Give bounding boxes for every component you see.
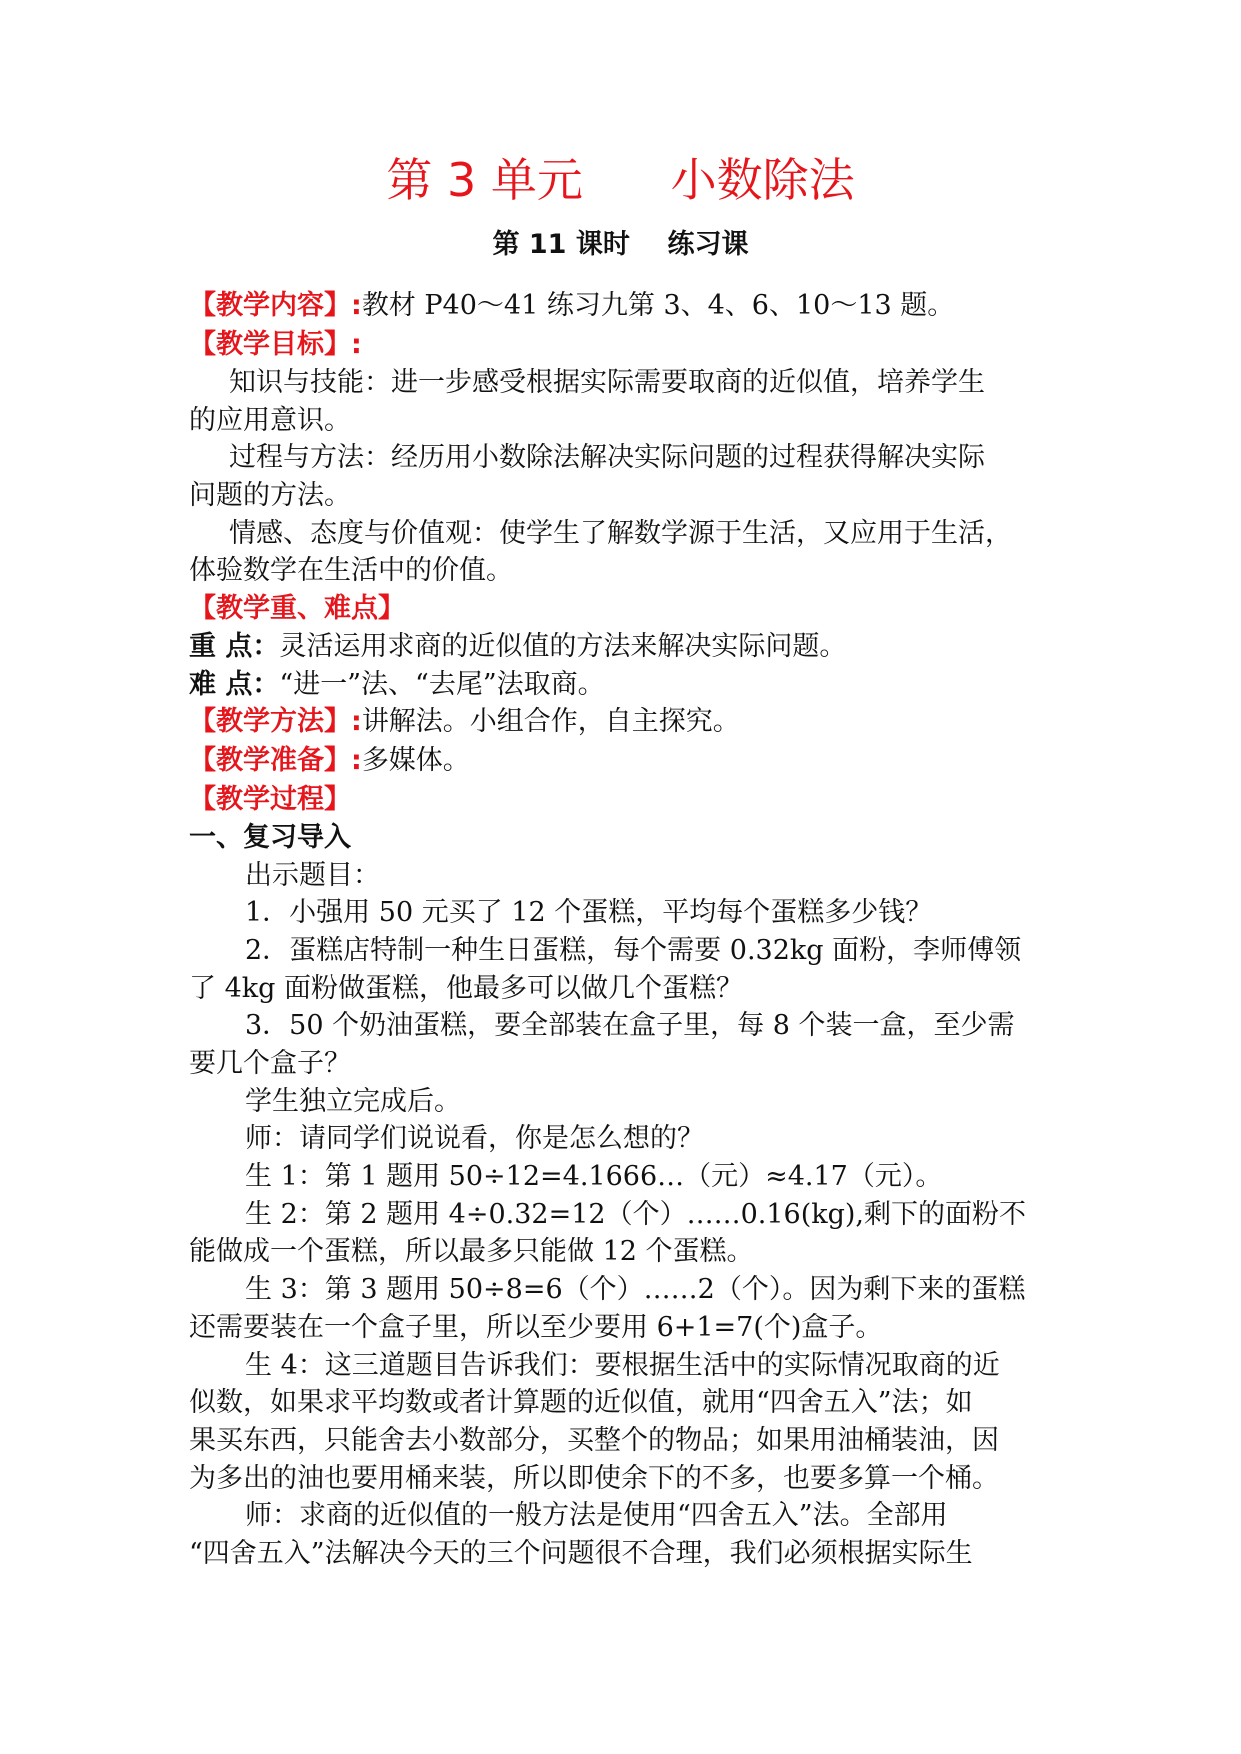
goals-line: 的应用意识。 — [189, 404, 351, 436]
process-line: 生 3：第 3 题用 50÷8=6（个）……2（个）。因为剩下来的蛋糕 — [245, 1274, 1026, 1306]
key-point-row — [189, 628, 1059, 666]
process-line: 要几个盒子？ — [189, 1048, 351, 1079]
process-line: 生 1：第 1 题用 50÷12=4.1666…（元）≈4.17（元）。 — [245, 1161, 943, 1193]
difficult-point-label: 难 点： — [189, 668, 280, 700]
process-line: 生 2：第 2 题用 4÷0.32=12（个）……0.16(kg),剩下的面粉不 — [245, 1198, 1026, 1230]
process-heading-row — [189, 780, 1059, 819]
process-line: 能做成一个蛋糕，所以最多只能做 12 个蛋糕。 — [189, 1236, 754, 1268]
goals-label: 【教学目标】: — [189, 329, 362, 360]
process-line: 生 4：这三道题目告诉我们：要根据生活中的实际情况取商的近 — [245, 1349, 1000, 1381]
content-row — [189, 286, 1059, 325]
process-line: 似数，如果求平均数或者计算题的近似值，就用“四舍五入”法；如 — [189, 1387, 973, 1419]
process-line: 3．50 个奶油蛋糕，要全部装在盒子里，每 8 个装一盒，至少需 — [245, 1010, 1015, 1042]
part1-title: 一、复习导入 — [189, 821, 351, 853]
process-line: 出示题目： — [245, 859, 380, 891]
page-title: 第 3 单元 小数除法 — [386, 153, 855, 207]
difficult-point-row — [189, 666, 1059, 704]
goals-line: 情感、态度与价值观：使学生了解数学源于生活，又应用于生活， — [229, 517, 1012, 549]
key-point-text: 灵活运用求商的近似值的方法来解决实际问题。 — [279, 630, 847, 662]
process-line: 还需要装在一个盒子里，所以至少要用 6+1=7(个)盒子。 — [189, 1311, 883, 1343]
part1-title-row — [189, 819, 1059, 857]
goals-heading-row — [189, 325, 1059, 364]
process-label: 【教学过程】 — [189, 783, 351, 815]
content-label: 【教学内容】: — [189, 290, 362, 321]
lesson-subtitle: 第 11 课时 练习课 — [492, 229, 749, 260]
goals-line: 知识与技能：进一步感受根据实际需要取商的近似值，培养学生 — [229, 367, 985, 398]
prep-row — [189, 741, 1059, 780]
document-body — [189, 286, 1059, 1573]
process-line: 2．蛋糕店特制一种生日蛋糕，每个需要 0.32kg 面粉，李师傅领 — [245, 934, 1022, 966]
content-text: 教材 P40～41 练习九第 3、4、6、10～13 题。 — [361, 290, 955, 321]
prep-label: 【教学准备】: — [189, 744, 362, 776]
key-point-label: 重 点： — [189, 630, 280, 662]
goals-line: 过程与方法：经历用小数除法解决实际问题的过程获得解决实际 — [229, 442, 985, 474]
methods-text: 讲解法。小组合作，自主探究。 — [361, 706, 740, 738]
process-line: 果买东西，只能舍去小数部分，买整个的物品；如果用油桶装油，因 — [189, 1424, 999, 1456]
difficult-point-text: “进一”法、“去尾”法取商。 — [279, 668, 605, 700]
process-line: 师：求商的近似值的一般方法是使用“四舍五入”法。全部用 — [245, 1500, 948, 1532]
process-line: “四舍五入”法解决今天的三个问题很不合理，我们必须根据实际生 — [189, 1537, 973, 1569]
key-difficult-label: 【教学重、难点】 — [189, 593, 405, 625]
process-line: 1．小强用 50 元买了 12 个蛋糕，平均每个蛋糕多少钱？ — [245, 897, 933, 929]
methods-label: 【教学方法】: — [189, 706, 362, 738]
process-line: 学生独立完成后。 — [245, 1085, 461, 1117]
process-line: 师：请同学们说说看，你是怎么想的？ — [245, 1123, 704, 1155]
process-line: 了 4kg 面粉做蛋糕，他最多可以做几个蛋糕？ — [189, 972, 743, 1004]
prep-text: 多媒体。 — [361, 744, 470, 776]
goals-line: 问题的方法。 — [189, 480, 351, 512]
process-line: 为多出的油也要用桶来装，所以即使余下的不多，也要多算一个桶。 — [189, 1462, 999, 1494]
goals-line: 体验数学在生活中的价值。 — [189, 555, 513, 587]
key-difficult-heading-row — [189, 590, 1059, 628]
methods-row — [189, 703, 1059, 741]
